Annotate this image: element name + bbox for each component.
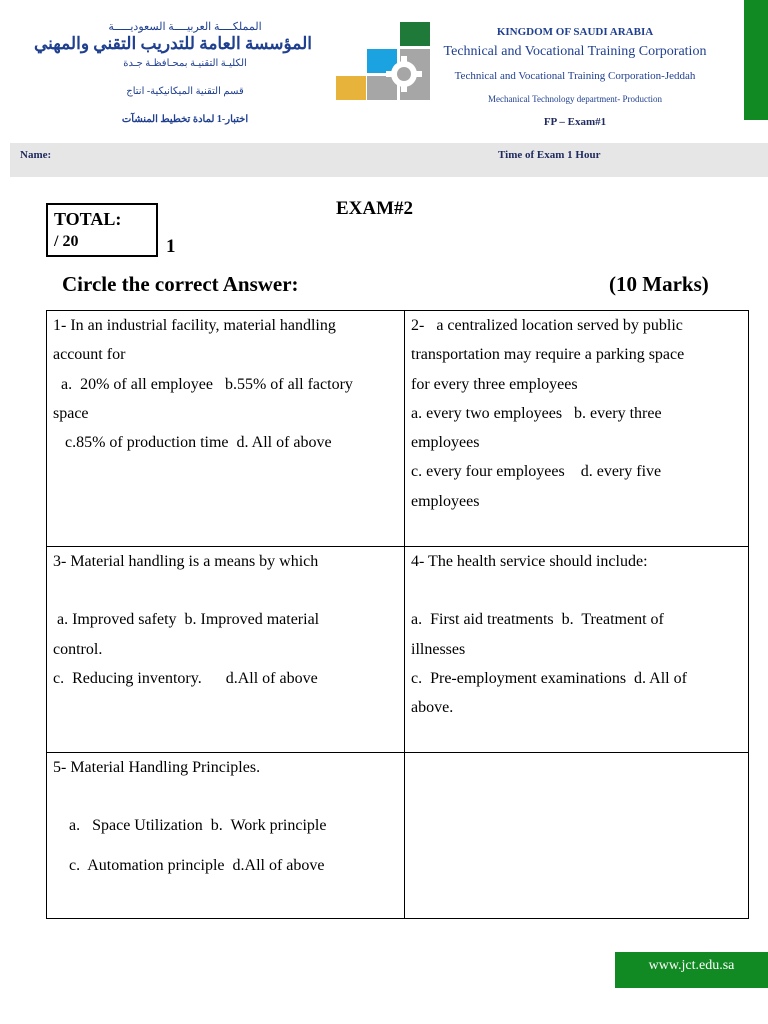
question-line: 4- The health service should include: — [411, 553, 648, 570]
exam-title: EXAM#2 — [336, 198, 414, 219]
question-cell-1 — [47, 311, 405, 547]
option-line: c. Reducing inventory. d.All of above — [53, 669, 318, 687]
exam-time-label: Time of Exam 1 Hour — [498, 149, 601, 161]
option-line: a. Space Utilization b. Work principle — [53, 817, 327, 835]
arabic-exam-title: اختبار-1 لمادة تخطيط المنشآت — [121, 114, 249, 125]
blank-line — [53, 841, 398, 851]
arabic-kingdom-title: المملكــــة العربيــــة السعوديـــــة — [108, 21, 262, 33]
question-cell-6-empty — [405, 753, 748, 918]
blank-line — [53, 576, 398, 605]
marks-label: (10 Marks) — [609, 272, 709, 296]
question-line: 2- a centralized location served by public — [411, 317, 683, 334]
english-corporation-jeddah: Technical and Vocational Training Corporation-Jeddah — [454, 70, 696, 82]
option-line: employees — [411, 434, 480, 452]
instruction-heading: Circle the correct Answer: — [62, 272, 299, 296]
name-label: Name: — [20, 149, 52, 161]
green-accent-bar — [744, 0, 768, 120]
option-line: c. Automation principle d.All of above — [53, 856, 325, 874]
question-line: for every three employees — [411, 375, 578, 393]
question-line: account for — [53, 346, 126, 364]
option-line: illnesses — [411, 640, 466, 658]
question-line: 1- In an industrial facility, material handling — [53, 317, 336, 334]
question-line: transportation may require a parking space — [411, 346, 685, 364]
english-corporation-title: Technical and Vocational Training Corporation — [443, 44, 707, 59]
option-line: a. First aid treatments b. Treatment of — [411, 611, 664, 629]
option-line: control. — [53, 640, 103, 658]
option-line: c. Pre-employment examinations d. All of — [411, 669, 687, 687]
question-line: 5- Material Handling Principles. — [53, 759, 261, 776]
arabic-department-title: قسم التقنية الميكانيكية- انتاج — [126, 86, 244, 97]
total-label: TOTAL: — [54, 209, 122, 229]
question-cell-5 — [47, 753, 405, 918]
total-value: / 20 — [54, 233, 79, 250]
question-line: 3- Material handling is a means by which — [53, 553, 319, 570]
info-bar — [10, 143, 768, 177]
blank-line — [411, 576, 742, 605]
option-line: employees — [411, 492, 480, 510]
arabic-corporation-title: المؤسسة العامة للتدريب التقني والمهني — [33, 34, 312, 53]
option-line: c.85% of production time d. All of above — [53, 434, 332, 452]
english-department-title: Mechanical Technology department- Production — [488, 94, 662, 104]
page-number: 1 — [166, 236, 176, 257]
question-cell-3 — [47, 547, 405, 753]
option-line: a. every two employees b. every three — [411, 404, 662, 422]
question-cell-4 — [405, 547, 748, 753]
question-cell-2 — [405, 311, 748, 547]
arabic-college-title: الكليـة التقنيـة بمحـافظـة جـدة — [123, 58, 247, 69]
option-line: a. Improved safety b. Improved material — [53, 611, 320, 629]
question-table — [46, 310, 749, 919]
english-kingdom-title: KINGDOM OF SAUDI ARABIA — [496, 26, 654, 38]
option-line: a. 20% of all employee b.55% of all factory — [53, 375, 353, 393]
english-exam-code: FP – Exam#1 — [543, 116, 607, 128]
blank-line — [53, 782, 398, 811]
website-link[interactable]: www.jct.edu.sa — [648, 958, 735, 973]
option-line: above. — [411, 699, 454, 717]
tvtc-logo-icon — [336, 22, 432, 100]
option-line: space — [53, 404, 89, 422]
option-line: c. every four employees d. every five — [411, 463, 662, 481]
